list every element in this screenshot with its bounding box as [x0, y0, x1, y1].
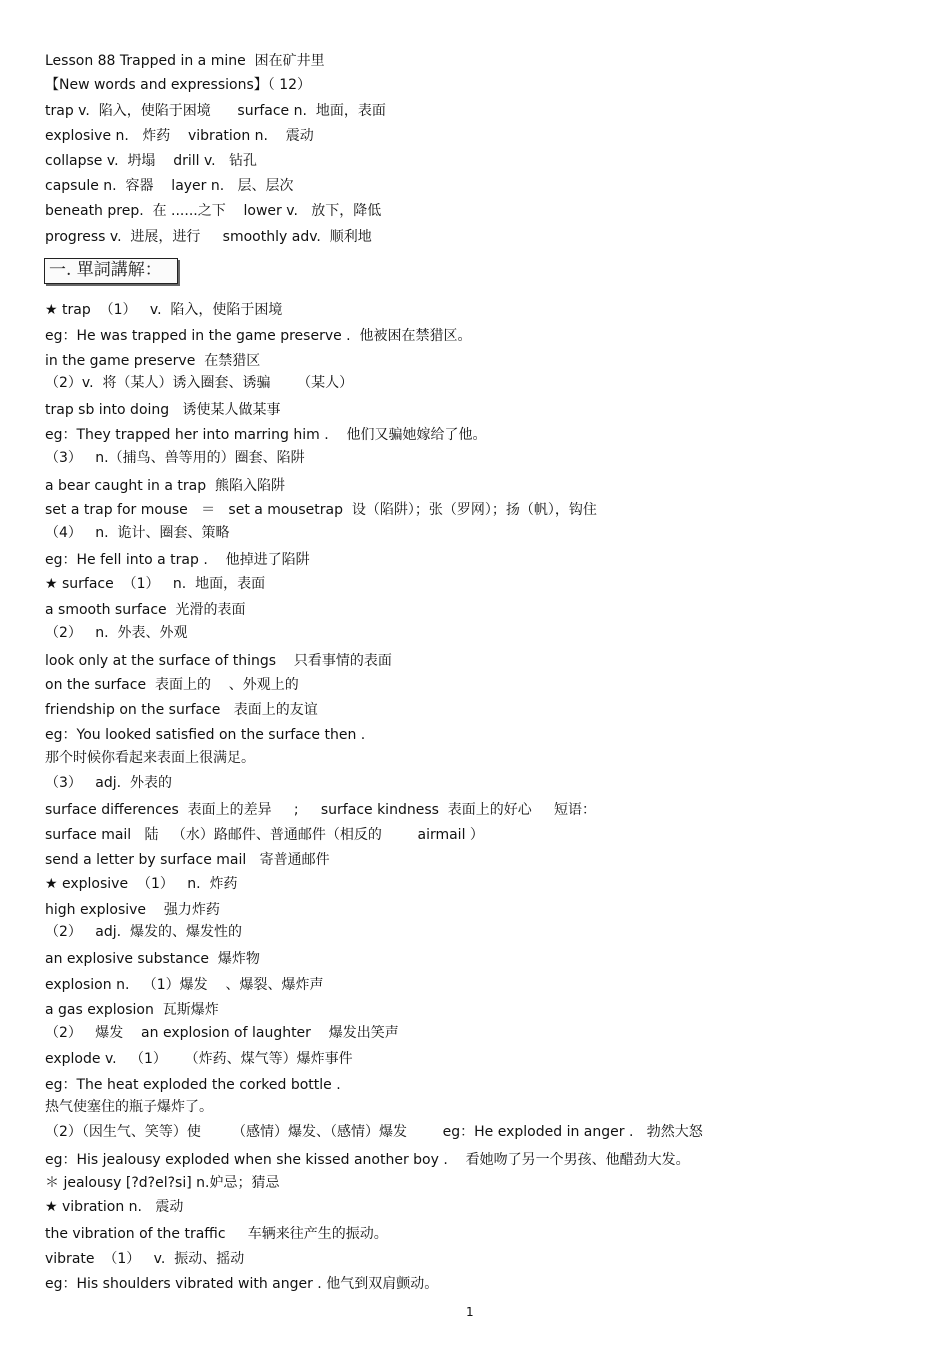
entry-vibration: ★ vibration n. 震动: [45, 1199, 184, 1215]
text-line: high explosive 强力炸药: [45, 902, 220, 918]
vocab-line-1: trap v. 陷入，使陷于困境 surface n. 地面，表面: [45, 103, 386, 119]
text-line: look only at the surface of things 只看事情的表面: [45, 653, 392, 669]
entry-trap: ★ trap （1） v. 陷入，使陷于困境: [45, 302, 283, 318]
new-words-heading: 【New words and expressions】（ 12）: [45, 77, 312, 93]
text-line: send a letter by surface mail 寄普通邮件: [45, 852, 330, 868]
text-line: vibrate （1） v. 振动、摇动: [45, 1251, 245, 1267]
text-line: （2） adj. 爆发的、爆发性的: [45, 924, 242, 940]
text-line: eg：You looked satisfied on the surface then .: [45, 727, 366, 743]
text-line: a bear caught in a trap 熊陷入陷阱: [45, 478, 286, 494]
text-line: （2） n. 外表、外观: [45, 625, 188, 641]
text-line: a gas explosion 瓦斯爆炸: [45, 1002, 219, 1018]
entry-explosive: ★ explosive （1） n. 炸药: [45, 876, 238, 892]
vocab-line-6: progress v. 进展，进行 smoothly adv. 顺利地: [45, 229, 372, 245]
entry-surface: ★ surface （1） n. 地面，表面: [45, 576, 266, 592]
page-number: 1: [466, 1305, 474, 1319]
text-line: 热气使塞住的瓶子爆炸了。: [45, 1099, 213, 1115]
text-line: in the game preserve 在禁猎区: [45, 353, 261, 369]
text-line: explode v. （1） （炸药、煤气等）爆炸事件: [45, 1051, 353, 1067]
text-line: surface mail 陆 （水）路邮件、普通邮件（相反的 airmail ）: [45, 827, 484, 843]
text-line: ＊ jealousy [?d?el?si] n.妒忌；猜忌: [45, 1175, 280, 1191]
text-line: a smooth surface 光滑的表面: [45, 602, 246, 618]
text-line: eg：His shoulders vibrated with anger . 他气到双肩颤动。: [45, 1276, 439, 1292]
text-line: 那个时候你看起来表面上很满足。: [45, 750, 255, 766]
text-line: eg：His jealousy exploded when she kissed another boy . 看她吻了另一个男孩、他醋劲大发。: [45, 1152, 690, 1168]
text-line: eg：The heat exploded the corked bottle .: [45, 1077, 341, 1093]
text-line: （2）v. 将（某人）诱入圈套、诱骗 （某人）: [45, 375, 354, 391]
vocab-line-4: capsule n. 容器 layer n. 层、层次: [45, 178, 294, 194]
vocab-line-5: beneath prep. 在 ......之下 lower v. 放下，降低: [45, 203, 382, 219]
text-line: trap sb into doing 诱使某人做某事: [45, 402, 281, 418]
text-line: friendship on the surface 表面上的友谊: [45, 702, 318, 718]
vocab-line-3: collapse v. 坍塌 drill v. 钻孔: [45, 153, 257, 169]
text-line: eg：They trapped her into marring him . 他们又骗她嫁给了他。: [45, 427, 487, 443]
vocab-line-2: explosive n. 炸药 vibration n. 震动: [45, 128, 314, 144]
text-line: surface differences 表面上的差异 ; surface kindness 表面上的好心 短语：: [45, 802, 597, 818]
text-line: （3） n.（捕鸟、兽等用的）圈套、陷阱: [45, 450, 305, 466]
text-line: set a trap for mouse ＝ set a mousetrap 设（陷阱）；张（罗网）；扬（帆），钩住: [45, 502, 597, 518]
text-line: eg：He fell into a trap . 他掉进了陷阱: [45, 552, 310, 568]
text-line: on the surface 表面上的 、外观上的: [45, 677, 299, 693]
text-line: （2） 爆发 an explosion of laughter 爆发出笑声: [45, 1025, 399, 1041]
text-line: （3） adj. 外表的: [45, 775, 172, 791]
text-line: explosion n. （1）爆发 、爆裂、爆炸声: [45, 977, 324, 993]
text-line: eg：He was trapped in the game preserve . 他被困在禁猎区。: [45, 328, 472, 344]
text-line: （2）（因生气、笑等）使 （感情）爆发、（感情）爆发 eg：He exploded in anger . 勃然大怒: [45, 1124, 703, 1140]
text-line: the vibration of the traffic 车辆来往产生的振动。: [45, 1226, 388, 1242]
text-line: an explosive substance 爆炸物: [45, 951, 260, 967]
lesson-title: Lesson 88 Trapped in a mine 困在矿井里: [45, 53, 325, 69]
text-line: （4） n. 诡计、圈套、策略: [45, 525, 230, 541]
section-header: 一. 單詞講解：: [44, 258, 178, 284]
